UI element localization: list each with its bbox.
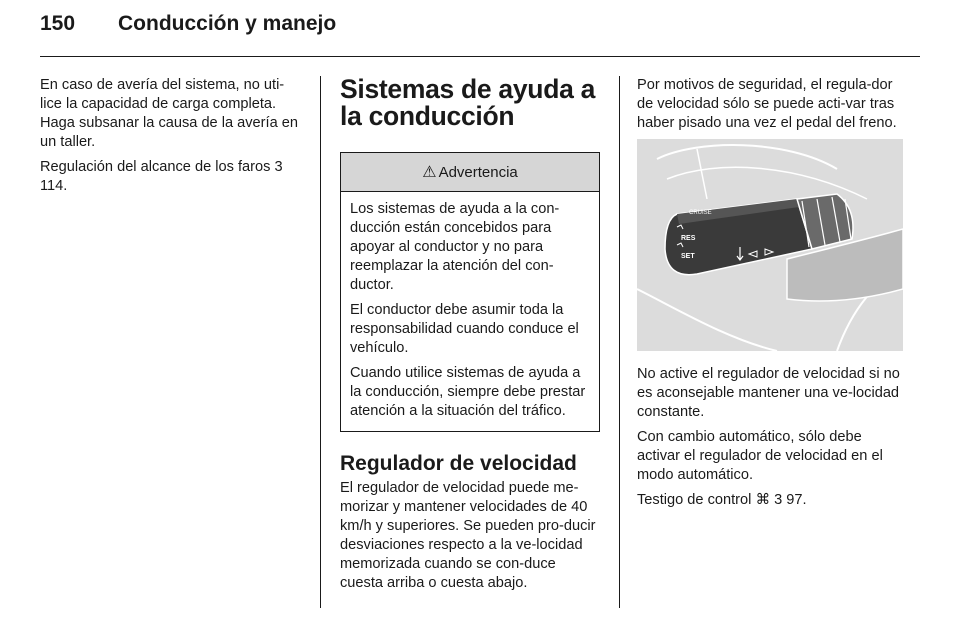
lever-drawing bbox=[637, 139, 903, 351]
column-middle bbox=[340, 76, 602, 593]
paragraph-load-warning: En caso de avería del sistema, no uti-lice la capacidad de carga completa. Haga subsanar la causa de la avería en un taller. bbox=[40, 77, 298, 150]
page-header bbox=[40, 12, 920, 48]
column-right bbox=[637, 76, 903, 516]
page-number: 150 bbox=[40, 12, 76, 35]
column-divider-1 bbox=[320, 76, 321, 608]
chapter-title: Conducción y manejo bbox=[118, 12, 337, 35]
paragraph-control-lamp: Testigo de control ⌘ 3 97. bbox=[637, 492, 807, 508]
paragraph-headlight-range: Regulación del alcance de los faros 3 114. bbox=[40, 159, 283, 194]
warning-icon: ⚠ bbox=[422, 163, 437, 181]
section-title: Sistemas de ayuda a la conducción bbox=[340, 74, 596, 131]
warning-paragraph: El conductor debe asumir toda la responsabilidad cuando conduce el vehículo. bbox=[350, 302, 579, 356]
warning-title: Advertencia bbox=[438, 163, 518, 181]
warning-header bbox=[341, 153, 599, 192]
paragraph-constant-speed: No active el regulador de velocidad si no es aconsejable mantener una ve-locidad constante. bbox=[637, 366, 900, 420]
paragraph-cruise-control: El regulador de velocidad puede me-morizar y mantener velocidades de 40 km/h y superiores. Se pueden pro-ducir desviaciones respecto a la ve-locidad memorizada cuando se con-duce cuesta arriba o cuesta abajo. bbox=[340, 480, 596, 591]
set-label: SET bbox=[681, 253, 695, 260]
warning-paragraph: Cuando utilice sistemas de ayuda a la conducción, siempre debe prestar atención a la situación del tráfico. bbox=[350, 365, 586, 419]
cruise-label: CRUISE bbox=[689, 210, 712, 216]
column-left bbox=[40, 76, 302, 202]
subsection-title: Regulador de velocidad bbox=[340, 452, 577, 475]
header-rule bbox=[40, 56, 920, 57]
res-label: RES bbox=[681, 235, 696, 242]
paragraph-automatic-transmission: Con cambio automático, sólo debe activar el regulador de velocidad en el modo automático. bbox=[637, 429, 883, 483]
cruise-control-lever-illustration bbox=[637, 139, 903, 351]
paragraph-brake-pedal: Por motivos de seguridad, el regula-dor de velocidad sólo se puede acti-var tras haber pisado una vez el pedal del freno. bbox=[637, 77, 897, 131]
warning-body bbox=[341, 192, 599, 431]
warning-paragraph: Los sistemas de ayuda a la con-ducción están concebidos para apoyar al conductor y no para reemplazar la atención del con-ductor. bbox=[350, 201, 560, 293]
warning-box bbox=[340, 152, 600, 432]
column-divider-2 bbox=[619, 76, 620, 608]
